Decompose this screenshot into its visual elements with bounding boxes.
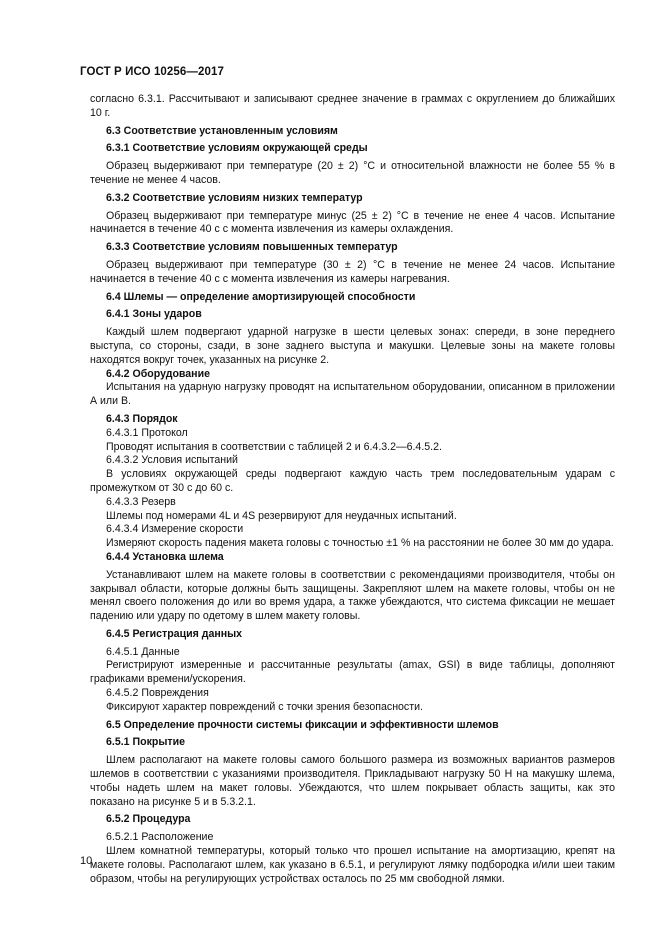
paragraph: В условиях окружающей среды подвергают каждую часть трем последовательным ударам с промежутком от 30 с до 60 с.: [90, 468, 615, 494]
subsection-label: 6.4.5.1 Данные: [106, 645, 180, 658]
subsection-label: 6.4.3.3 Резерв: [106, 495, 176, 508]
paragraph: Шлем комнатной температуры, который только что прошел испытание на амортизацию, крепят на макете головы. Располагают шлем, как указано в 6.5.1, и регулируют лямку подбородка и/или шеи таким образом, чтобы на регулирующих устройствах осталось по 25 мм свободной лямки.: [90, 845, 615, 885]
paragraph: Испытания на ударную нагрузку проводят на испытательном оборудовании, описанном в приложении А или В.: [90, 381, 615, 408]
section-heading: 6.3.3 Соответствие условиям повышенных температур: [106, 241, 398, 254]
section-heading: 6.4.1 Зоны ударов: [106, 308, 202, 321]
paragraph: Образец выдерживают при температуре (20 ± 2) °С и относительной влажности не более 55 % в течение не менее 4 часов.: [90, 160, 615, 186]
section-heading: 6.4.4 Установка шлема: [106, 550, 224, 563]
paragraph: Регистрируют измеренные и рассчитанные результаты (amax, GSI) в виде таблицы, дополняют графиками времени/ускорения.: [90, 659, 615, 686]
section-heading: 6.4.2 Оборудование: [106, 367, 210, 380]
subsection-label: 6.4.3.4 Измерение скорости: [106, 523, 244, 536]
section-heading: 6.3.1 Соответствие условиям окружающей среды: [106, 142, 368, 155]
paragraph: Измеряют скорость падения макета головы с точностью ±1 % на расстоянии не более 30 мм до удара.: [106, 537, 614, 550]
subsection-label: 6.4.3.1 Протокол: [106, 426, 188, 439]
document-header: ГОСТ Р ИСО 10256—2017: [80, 66, 225, 78]
paragraph: Образец выдерживают при температуре минус (25 ± 2) °С в течение не енее 4 часов. Испытание начинается в течение 40 с с момента извлечения из камеры охлаждения.: [90, 209, 615, 236]
paragraph: Проводят испытания в соответствии с таблицей 2 и 6.4.3.2—6.4.5.2.: [106, 440, 442, 453]
section-heading: 6.3.2 Соответствие условиям низких температур: [106, 191, 363, 204]
subsection-label: 6.4.3.2 Условия испытаний: [106, 454, 238, 467]
section-heading: 6.4.3 Порядок: [106, 412, 178, 425]
section-heading: 6.5 Определение прочности системы фиксации и эффективности шлемов: [106, 718, 499, 731]
paragraph: Устанавливают шлем на макете головы в соответствии с рекомендациями производителя, чтобы он закрывал области, которые должны быть защищены. Закрепляют шлем на макете головы, чтобы он не менял своего положения до или во время удара, а также убеждаются, что система фиксации не мешает падению или удару по одетому в шлем макету головы.: [90, 568, 615, 623]
section-heading: 6.5.2 Процедура: [106, 813, 191, 826]
paragraph: согласно 6.3.1. Рассчитывают и записывают среднее значение в граммах с округлением до ближайших 10 г.: [90, 93, 615, 119]
paragraph: Фиксируют характер повреждений с точки зрения безопасности.: [106, 700, 423, 713]
section-heading: 6.3 Соответствие установленным условиям: [106, 124, 338, 137]
section-heading: 6.4.5 Регистрация данных: [106, 627, 243, 640]
paragraph: Каждый шлем подвергают ударной нагрузке в шести целевых зонах: спереди, в зоне переднего выступа, со стороны, сзади, в зоне заднего выступа и макушки. Целевые зоны на макете головы находятся вокруг точек, указанных на рисунке 2.: [90, 326, 615, 366]
page-number: 10: [80, 855, 93, 867]
document-body: [90, 93, 615, 886]
paragraph: Шлемы под номерами 4L и 4S резервируют для неудачных испытаний.: [106, 509, 457, 522]
paragraph: Образец выдерживают при температуре (30 ± 2) °С в течение не менее 24 часов. Испытание начинается в течение 40 с с момента извлечения из камеры нагревания.: [90, 258, 615, 285]
section-heading: 6.5.1 Покрытие: [106, 736, 186, 749]
section-heading: 6.4 Шлемы — определение амортизирующей способности: [106, 290, 416, 303]
paragraph: Шлем располагают на макете головы самого большого размера из возможных вариантов размеров шлемов в соответствии с указаниями производителя. Прикладывают нагрузку 50 Н на макушку шлема, чтобы надеть шлем на макет головы. Убеждаются, что шлем покрывает область защиты, как это показано на рисунке 5 и в 5.3.2.1.: [90, 754, 615, 808]
subsection-label: 6.4.5.2 Повреждения: [106, 687, 209, 700]
subsection-label: 6.5.2.1 Расположение: [106, 831, 214, 844]
